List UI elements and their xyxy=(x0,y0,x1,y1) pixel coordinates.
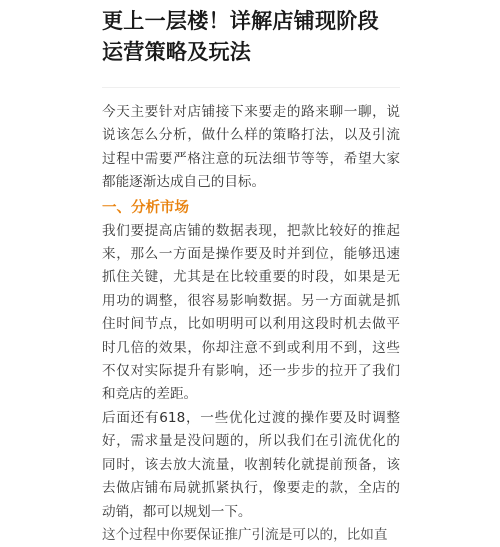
title-divider xyxy=(102,87,400,88)
paragraph-promotion-partial: 这个过程中你要保证推广引流是可以的，比如直 xyxy=(102,526,388,543)
intro-paragraph: 今天主要针对店铺接下来要走的路来聊一聊，说说该怎么分析，做什么样的策略打法，以及引流过程中需要严格注意的玩法细节等等，希望大家都能逐渐达成自己的目标。 xyxy=(102,104,400,191)
article-title: 更上一层楼！详解店铺现阶段运营策略及玩法 xyxy=(102,9,379,64)
article xyxy=(102,0,400,547)
section-heading-analyze-market: 一、分析市场 xyxy=(102,199,189,216)
paragraph-data-performance: 我们要提高店铺的数据表现，把款比较好的推起来，那么一方面是操作要及时并到位，能够迅速抓住关键，尤其是在比较重要的时段，如果是无用功的调整，很容易影响数据。另一方面就是抓住时间节点，比如明明可以利用这段时机去做平时几倍的效果，你却注意不到或利用不到，这些不仅对实际提升有影响，还一步步的拉开了我们和竞店的差距。 xyxy=(102,222,400,403)
paragraph-618: 后面还有618，一些优化过渡的操作要及时调整好，需求量是没问题的，所以我们在引流优化的同时，该去放大流量，收割转化就提前预备，该去做店铺布局就抓紧执行，像要走的款，全店的动销，都可以规划一下。 xyxy=(102,409,400,520)
